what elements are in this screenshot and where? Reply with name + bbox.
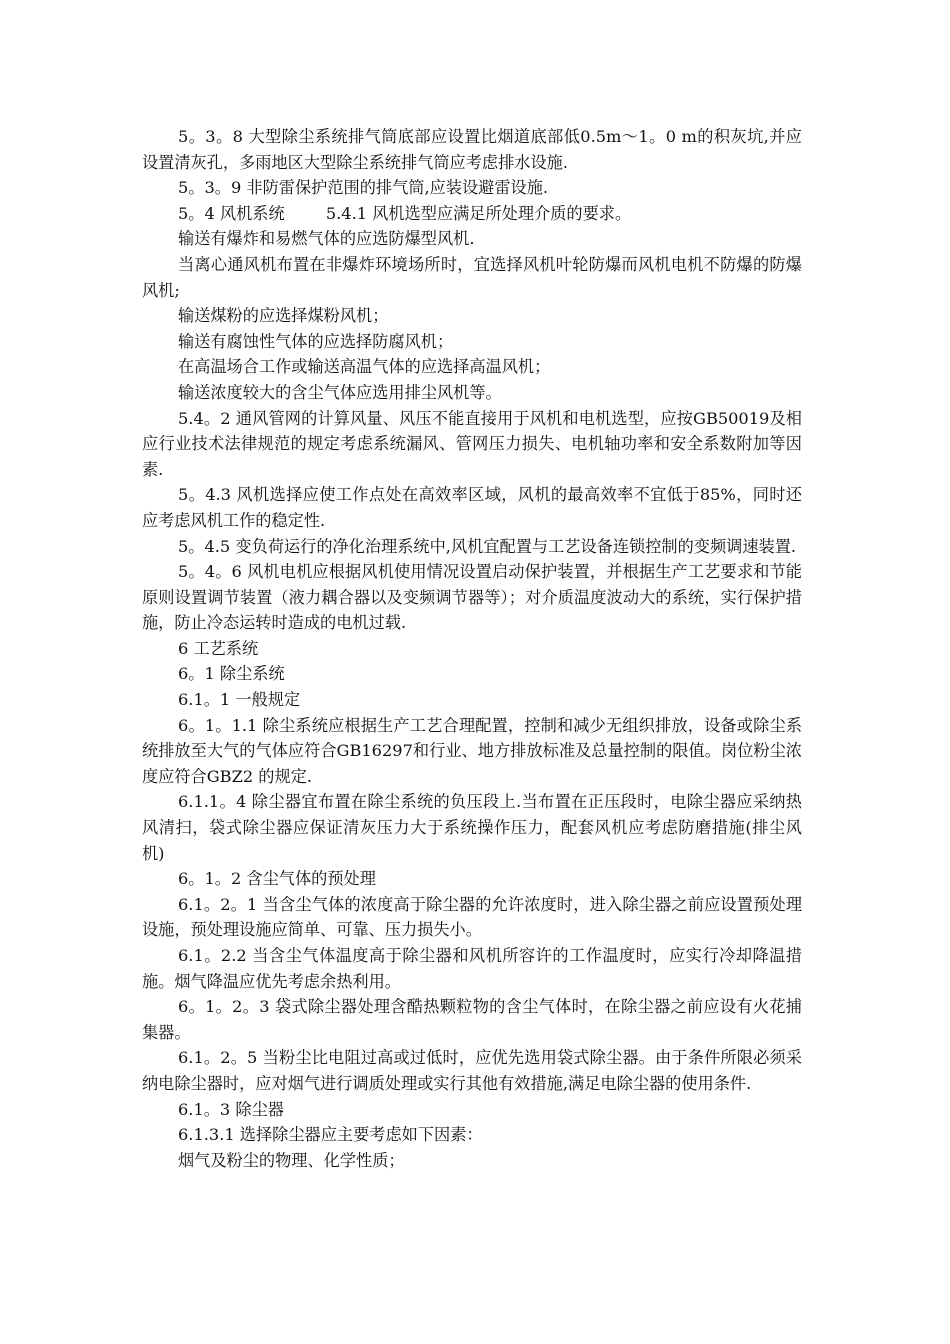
paragraph-5-3-8: 5。3。8 大型除尘系统排气筒底部应设置比烟道底部低0.5m～1。0 m的积灰坑,并应设置清灰孔，多雨地区大型除尘系统排气筒应考虑排水设施.	[142, 127, 802, 172]
heading-6-1-1: 6.1。1 一般规定	[178, 690, 301, 710]
paragraph-6-1-1-4: 6.1.1。4 除尘器宜布置在除尘系统的负压段上.当布置在正压段时，电除尘器应采纳热风清扫，袋式除尘器应保证清灰压力大于系统操作压力，配套风机应考虑防磨措施(排尘风机)	[142, 792, 802, 863]
heading-6-1: 6。1 除尘系统	[178, 664, 285, 684]
paragraph-6-1-2-5: 6.1。2。5 当粉尘比电阻过高或过低时，应优先选用袋式除尘器。由于条件所限必须采纳电除尘器时，应对烟气进行调质处理或实行其他有效措施,满足电除尘器的使用条件.	[142, 1048, 802, 1093]
paragraph-dust-fan: 输送浓度较大的含尘气体应选用排尘风机等。	[178, 382, 502, 402]
paragraph-physical-chemical: 烟气及粉尘的物理、化学性质；	[178, 1150, 405, 1170]
paragraph-high-temperature: 在高温场合工作或输送高温气体的应选择高温风机；	[178, 357, 551, 377]
paragraph-5-4-3: 5。4.3 风机选择应使工作点处在高效率区域，风机的最高效率不宜低于85%，同时还应考虑风机工作的稳定性.	[142, 485, 802, 530]
heading-6-1-2: 6。1。2 含尘气体的预处理	[178, 869, 376, 889]
paragraph-5-4-6: 5。4。6 风机电机应根据风机使用情况设置启动保护装置，并根据生产工艺要求和节能原则设置调节装置（液力耦合器以及变频调节器等）；对介质温度波动大的系统，实行保护措施，防止冷态运转时造成的电机过载.	[142, 562, 802, 633]
document-body	[142, 124, 802, 1173]
heading-6: 6 工艺系统	[178, 638, 259, 658]
paragraph-5-4-heading: 5。4 风机系统 5.4.1 风机选型应满足所处理介质的要求。	[178, 203, 632, 223]
paragraph-5-3-9: 5。3。9 非防雷保护范围的排气筒,应装设避雷设施.	[178, 178, 549, 198]
paragraph-6-1-2-1: 6.1。2。1 当含尘气体的浓度高于除尘器的允许浓度时，进入除尘器之前应设置预处理设施，预处理设施应简单、可靠、压力损失小。	[142, 894, 802, 940]
paragraph-explosion-proof: 输送有爆炸和易燃气体的应选防爆型风机.	[178, 229, 475, 249]
paragraph-centrifugal-fan: 当离心通风机布置在非爆炸环境场所时，宜选择风机叶轮防爆而风机电机不防爆的防爆风机;	[142, 254, 802, 300]
paragraph-6-1-2-3: 6。1。2。3 袋式除尘器处理含酷热颗粒物的含尘气体时，在除尘器之前应设有火花捕集器。	[142, 997, 802, 1042]
paragraph-5-4-5: 5。4.5 变负荷运行的净化治理系统中,风机宜配置与工艺设备连锁控制的变频调速装置.	[178, 536, 797, 556]
paragraph-5-4-2: 5.4。2 通风管网的计算风量、风压不能直接用于风机和电机选型，应按GB50019及相应行业技术法律规范的规定考虑系统漏风、管网压力损失、电机轴功率和安全系数附加等因素.	[142, 408, 802, 479]
heading-6-1-3: 6.1。3 除尘器	[178, 1099, 284, 1119]
paragraph-6-1-2-2: 6.1。2.2 当含尘气体温度高于除尘器和风机所容许的工作温度时，应实行冷却降温措施。烟气降温应优先考虑余热利用。	[142, 946, 802, 991]
paragraph-corrosive: 输送有腐蚀性气体的应选择防腐风机；	[178, 331, 454, 351]
paragraph-coal-powder: 输送煤粉的应选择煤粉风机；	[178, 306, 389, 326]
paragraph-6-1-1-1: 6。1。1.1 除尘系统应根据生产工艺合理配置，控制和减少无组织排放，设备或除尘系统排放至大气的气体应符合GB16297和行业、地方排放标准及总量控制的限值。岗位粉尘浓度应符合GBZ2 的规定.	[142, 715, 802, 786]
paragraph-6-1-3-1: 6.1.3.1 选择除尘器应主要考虑如下因素：	[178, 1125, 483, 1145]
